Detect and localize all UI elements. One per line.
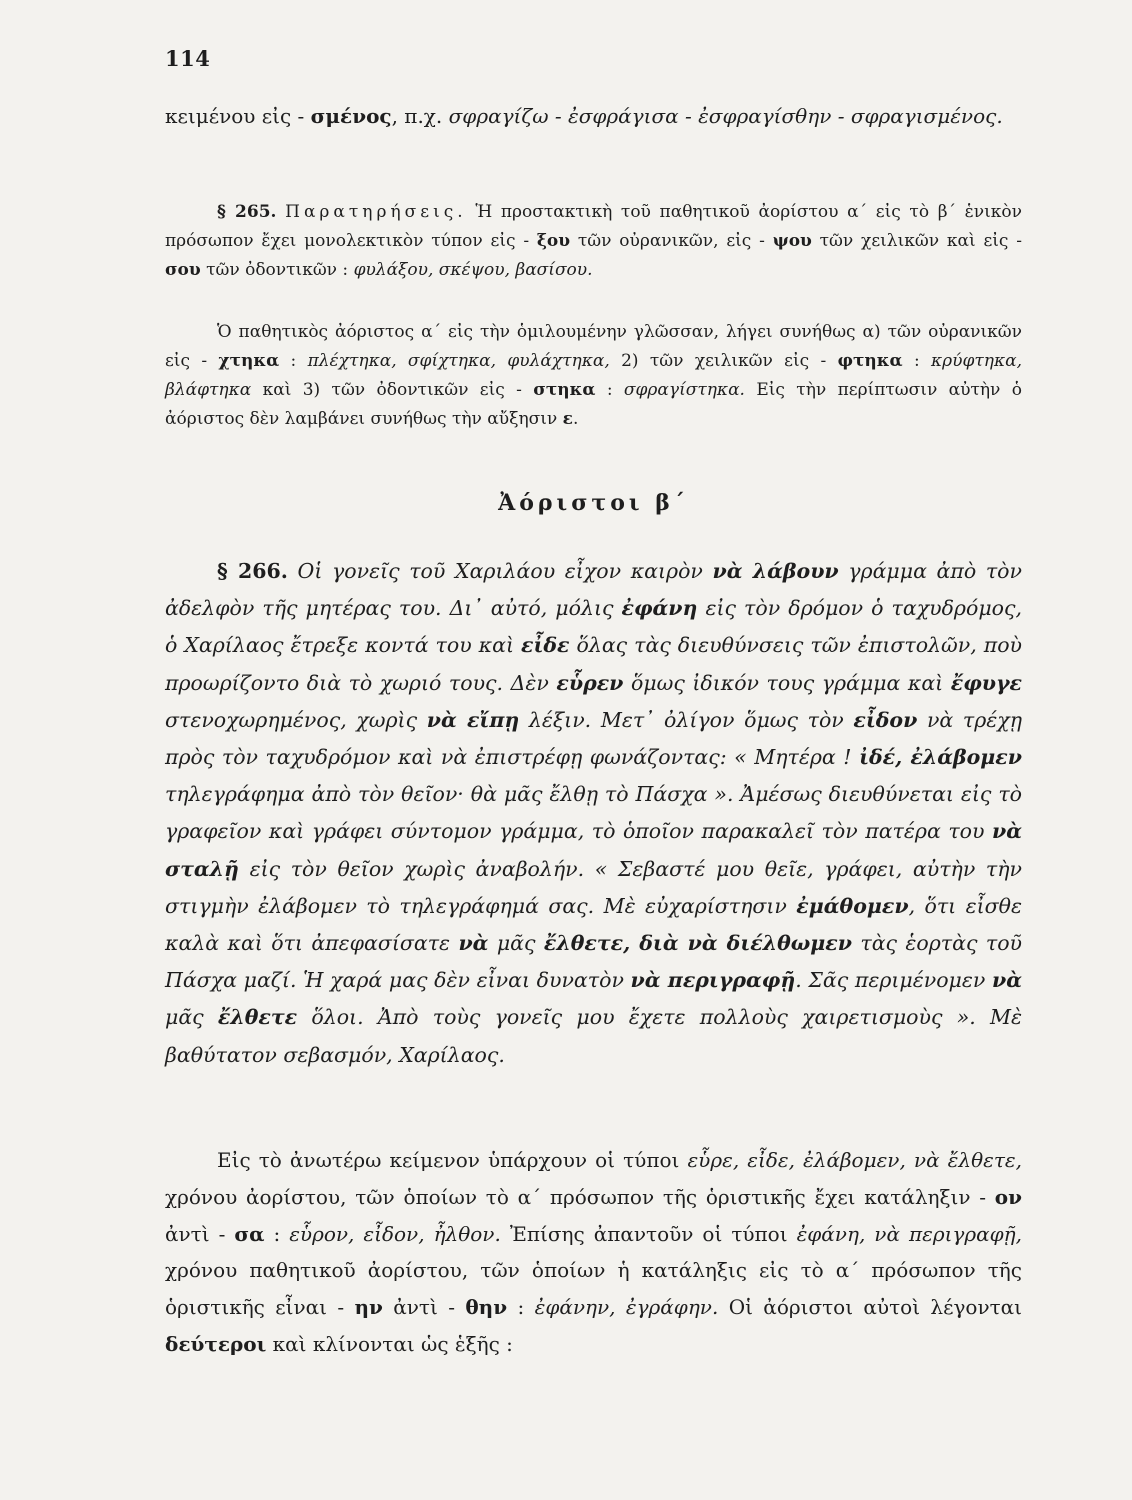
paragraph-265 — [165, 198, 1022, 285]
term-bold: δεύτεροι — [165, 1331, 267, 1356]
ending-bold: σου — [165, 260, 201, 280]
verb-bold: ἐφάνη — [621, 596, 698, 621]
paragraph-spoken-aorist — [165, 318, 1022, 434]
text-run: : — [902, 351, 931, 371]
text-run: Εἰς τὴν περίπτωσιν αὐτὴν ὁ ἀόριστος δὲν λαμβάνει συνήθως τὴν αὔξησιν — [165, 380, 1022, 429]
text-run: καὶ 3) τῶν ὀδοντικῶν εἰς - — [251, 380, 534, 400]
verb-bold: ἔλθετε — [217, 1005, 298, 1030]
text-run: . — [572, 409, 579, 429]
example-words: εὗρον, εἶδον, ἦλθον. — [289, 1221, 501, 1246]
ending-bold: σμένος — [310, 104, 392, 128]
text-run: χρόνου παθητικοῦ ἀορίστου, τῶν ὁποίων ἡ κατάληξις εἰς τὸ α΄ πρόσωπον τῆς ὁριστικῆς εἶναι - — [165, 1258, 1022, 1320]
text-run: τῶν χειλικῶν καὶ εἰς - — [811, 231, 1022, 251]
section-number: § 265. — [217, 202, 277, 222]
text-run: καὶ κλίνονται ὡς ἑξῆς : — [266, 1331, 513, 1356]
verb-bold: νὰ σταλῇ — [165, 819, 1022, 881]
text-run: , π.χ. — [391, 104, 449, 128]
verb-bold: εἶδε — [520, 633, 570, 658]
verb-bold: ἔφυγε — [950, 670, 1022, 695]
text-run: μᾶς — [488, 931, 544, 956]
text-run: χρόνου ἀορίστου, τῶν ὁποίων τὸ α΄ πρόσωπον τῆς ὁριστικῆς ἔχει κατάληξιν - — [165, 1184, 995, 1209]
example-words: εὗρε, εἶδε, ἐλάβομεν, νὰ ἔλθετε, — [687, 1148, 1023, 1172]
text-run: Οἱ γονεῖς τοῦ Χαριλάου εἶχον καιρὸν — [287, 559, 713, 583]
ending-bold: ον — [994, 1184, 1022, 1209]
ending-bold: ην — [354, 1295, 383, 1320]
text-run: ἀντὶ - — [382, 1295, 466, 1320]
paragraph-explanation — [165, 1142, 1022, 1363]
text-run: τηλεγράφημα ἀπὸ τὸν θεῖον· θὰ μᾶς ἔλθῃ τὸ Πάσχα ». Ἀμέσως διευθύνεται εἰς τὸ γραφεῖον καὶ γράφει σύντομον γράμμα, τὸ ὁποῖον παρακαλεῖ τὸν πατέρα του — [165, 782, 1022, 844]
text-run: μᾶς — [165, 1005, 218, 1030]
text-run: ὅλοι. Ἀπὸ τοὺς γονεῖς μου ἔχετε πολλοὺς χαιρετισμοὺς ». Μὲ βαθύτατον σεβασμόν, Χαρίλαος. — [165, 1005, 1022, 1067]
example-words: πλέχτηκα, σφίχτηκα, φυλάχτηκα, — [307, 351, 610, 371]
text-run: εἰς τὸν δρόμον ὁ ταχυδρόμος, ὁ Χαρίλαος ἔτρεξε κοντά του καὶ — [165, 596, 1022, 658]
example-words: ἐφάνη, νὰ περιγραφῇ, — [796, 1221, 1022, 1246]
text-run: . Σᾶς περιμένομεν — [795, 968, 992, 993]
verb-bold: ἐμάθομεν — [796, 893, 909, 918]
section-label: Παρατηρήσεις. — [285, 202, 467, 222]
verb-bold: νὰ — [991, 968, 1022, 993]
example-words: σφραγίζω - ἐσφράγισα - ἐσφραγίσθην - σφραγισμένος. — [448, 104, 1003, 128]
section-heading: Ἀόριστοι β΄ — [498, 490, 689, 516]
text-run: : — [264, 1221, 290, 1246]
ending-bold: στηκα — [533, 380, 596, 400]
text-run: : — [507, 1295, 535, 1320]
text-run: ὅλας τὰς διευθύνσεις τῶν ἐπιστολῶν, ποὺ προωρίζοντο διὰ τὸ χωριό τους. Δὲν — [165, 633, 1022, 695]
verb-bold: ἰδέ, ἐλάβομεν — [859, 745, 1022, 770]
verb-bold: νὰ λάβουν — [712, 559, 839, 583]
ending-bold: θην — [465, 1295, 508, 1320]
text-run: : — [595, 380, 624, 400]
example-words: ἐφάνην, ἐγράφην. — [534, 1295, 719, 1320]
verb-bold: εἶδον — [853, 707, 918, 732]
text-run: στενοχωρημένος, χωρὶς — [165, 707, 427, 732]
text-run: : — [279, 351, 308, 371]
text-run: Ἡ προστακτικὴ τοῦ παθητικοῦ ἀορίστου α΄ εἰς τὸ β΄ ἑνικὸν πρόσωπον ἔχει μονολεκτικὸν τύπον εἰς - — [165, 202, 1022, 251]
text-run: Ἐπίσης ἀπαντοῦν οἱ τύποι — [500, 1221, 797, 1246]
text-run: Εἰς τὸ ἀνωτέρω κείμενον ὑπάρχουν οἱ τύποι — [217, 1148, 688, 1172]
paragraph-continuation — [165, 98, 1022, 135]
text-run: Οἱ ἀόριστοι αὐτοὶ λέγονται — [718, 1295, 1023, 1320]
text-run: ἀντὶ - — [165, 1221, 235, 1246]
augment-bold: ε — [562, 409, 573, 429]
text-run: εἰς τὸν θεῖον χωρὶς ἀναβολήν. « Σεβαστέ μου θεῖε, γράφει, αὐτὴν τὴν στιγμὴν ἐλάβομεν τὸ τηλεγράφημά σας. Μὲ εὐχαρίστησιν — [165, 856, 1022, 918]
ending-bold: φτηκα — [837, 351, 903, 371]
ending-bold: ψου — [772, 231, 812, 251]
ending-bold: ξου — [536, 231, 571, 251]
text-run: τῶν οὐρανικῶν, εἰς - — [570, 231, 773, 251]
verb-bold: νὰ περιγραφῇ — [630, 968, 796, 993]
text-run: γράμμα ἀπὸ τὸν ἀδελφὸν τῆς μητέρας του. Δι᾽ αὐτό, μόλις — [165, 559, 1022, 621]
text-run: τὰς ἑορτὰς τοῦ Πάσχα μαζί. Ἡ χαρά μας δὲν εἶναι δυνατὸν — [165, 931, 1023, 993]
verb-bold: νὰ — [458, 931, 489, 956]
verb-bold: νὰ εἴπῃ — [426, 707, 520, 732]
example-words: κρύφτηκα, βλάφτηκα — [165, 351, 1023, 400]
text-run: κειμένου εἰς - — [165, 104, 311, 128]
paragraph-266-story — [165, 553, 1022, 1074]
text-run: λέξιν. Μετ᾽ ὀλίγον ὅμως τὸν — [519, 707, 854, 732]
text-run: νὰ τρέχῃ πρὸς τὸν ταχυδρόμον καὶ νὰ ἐπιστρέφῃ φωνάζοντας: « Μητέρα ! — [165, 707, 1022, 770]
verb-bold: ἔλθετε, διὰ νὰ διέλθωμεν — [543, 931, 852, 956]
text-run: , ὅτι εἶσθε καλὰ καὶ ὅτι ἀπεφασίσατε — [165, 893, 1022, 956]
page-number: 114 — [165, 46, 211, 71]
text-run: Ὁ παθητικὸς ἀόριστος α΄ εἰς τὴν ὁμιλουμένην γλῶσσαν, λήγει συνήθως α) τῶν οὐρανικῶν εἰς - — [165, 322, 1022, 371]
ending-bold: σα — [234, 1221, 265, 1246]
ending-bold: χτηκα — [218, 351, 280, 371]
text-run: ὅμως ἰδικόν τους γράμμα καὶ — [623, 670, 951, 695]
text-run: τῶν ὀδοντικῶν : — [200, 260, 354, 280]
example-words: φυλάξου, σκέψου, βασίσου. — [353, 260, 593, 280]
text-run: 2) τῶν χειλικῶν εἰς - — [609, 351, 838, 371]
example-words: σφραγίστηκα. — [623, 380, 745, 400]
section-number: § 266. — [217, 559, 288, 583]
verb-bold: εὗρεν — [556, 670, 624, 695]
